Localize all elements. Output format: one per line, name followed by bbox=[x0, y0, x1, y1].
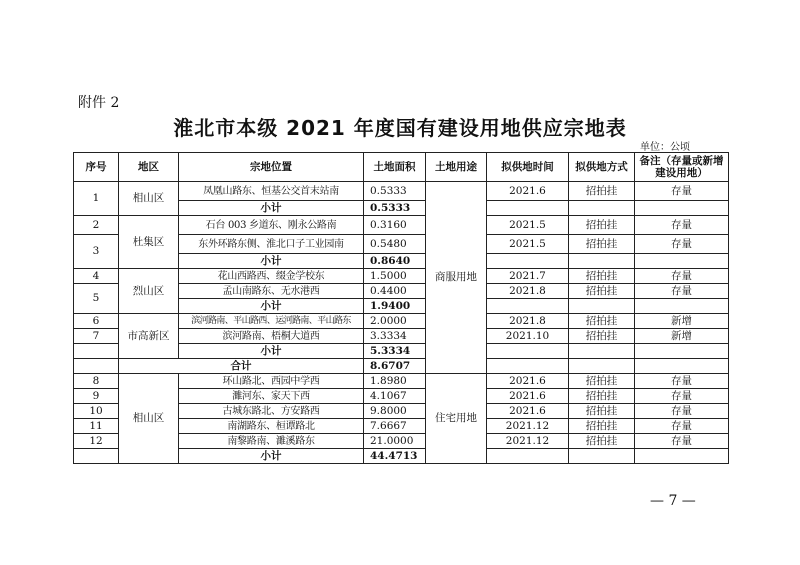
cell-area: 0.3160 bbox=[364, 216, 426, 235]
cell-time: 2021.8 bbox=[487, 284, 569, 299]
cell-area: 7.6667 bbox=[364, 419, 426, 434]
cell-area: 0.5333 bbox=[364, 182, 426, 201]
cell-note: 存量 bbox=[635, 389, 729, 404]
cell-location: 古城东路北、方安路西 bbox=[179, 404, 364, 419]
cell-time: 2021.7 bbox=[487, 269, 569, 284]
total-row bbox=[74, 359, 729, 374]
cell-method: 招拍挂 bbox=[569, 404, 635, 419]
cell-method: 招拍挂 bbox=[569, 235, 635, 254]
cell-location: 滨河路南、平山路西、运河路南、平山路东 bbox=[179, 314, 364, 329]
total-label: 合计 bbox=[119, 359, 364, 374]
cell-area: 0.5480 bbox=[364, 235, 426, 254]
cell-location: 东外环路东侧、淮北口子工业园南 bbox=[179, 235, 364, 254]
total-value: 8.6707 bbox=[364, 359, 426, 374]
cell-seq: 3 bbox=[74, 235, 119, 269]
cell-time: 2021.6 bbox=[487, 182, 569, 201]
cell-time: 2021.6 bbox=[487, 374, 569, 389]
cell-method: 招拍挂 bbox=[569, 216, 635, 235]
header-seq: 序号 bbox=[74, 153, 119, 182]
table-row bbox=[74, 182, 729, 201]
cell-location: 南湖路东、桓谭路北 bbox=[179, 419, 364, 434]
header-location: 宗地位置 bbox=[179, 153, 364, 182]
cell-note: 存量 bbox=[635, 182, 729, 201]
subtotal-label: 小计 bbox=[179, 254, 364, 269]
land-supply-table bbox=[73, 152, 729, 464]
cell-location: 花山西路西、缀金学校东 bbox=[179, 269, 364, 284]
cell-area: 21.0000 bbox=[364, 434, 426, 449]
attachment-label: 附件 2 bbox=[78, 95, 120, 111]
cell-time: 2021.12 bbox=[487, 419, 569, 434]
cell-area: 9.8000 bbox=[364, 404, 426, 419]
cell-location: 孟山南路东、无水港西 bbox=[179, 284, 364, 299]
cell-area: 4.1067 bbox=[364, 389, 426, 404]
cell-method: 招拍挂 bbox=[569, 269, 635, 284]
cell-seq: 2 bbox=[74, 216, 119, 235]
cell-method: 招拍挂 bbox=[569, 434, 635, 449]
subtotal-label: 小计 bbox=[179, 201, 364, 216]
cell-note: 存量 bbox=[635, 419, 729, 434]
cell-location: 滨河路南、梧桐大道西 bbox=[179, 329, 364, 344]
page-number: — 7 — bbox=[650, 493, 696, 509]
cell-region: 杜集区 bbox=[119, 216, 179, 269]
cell-note: 存量 bbox=[635, 374, 729, 389]
subtotal-label: 小计 bbox=[179, 344, 364, 359]
cell-region: 市高新区 bbox=[119, 314, 179, 359]
cell-note: 存量 bbox=[635, 434, 729, 449]
page-title: 淮北市本级 2021 年度国有建设用地供应宗地表 bbox=[173, 116, 627, 140]
cell-method: 招拍挂 bbox=[569, 182, 635, 201]
table-row bbox=[74, 269, 729, 284]
cell-seq: 1 bbox=[74, 182, 119, 216]
subtotal-value: 44.4713 bbox=[364, 449, 426, 464]
cell-area: 3.3334 bbox=[364, 329, 426, 344]
cell-time: 2021.5 bbox=[487, 216, 569, 235]
cell-note: 存量 bbox=[635, 269, 729, 284]
cell-use: 商服用地 bbox=[426, 182, 487, 374]
cell-area: 2.0000 bbox=[364, 314, 426, 329]
cell-region: 相山区 bbox=[119, 374, 179, 464]
cell-region: 烈山区 bbox=[119, 269, 179, 314]
cell-time: 2021.5 bbox=[487, 235, 569, 254]
cell-time: 2021.6 bbox=[487, 389, 569, 404]
header-note: 备注（存量或新增建设用地） bbox=[635, 153, 729, 182]
table-row bbox=[74, 374, 729, 389]
cell-method: 招拍挂 bbox=[569, 284, 635, 299]
subtotal-label: 小计 bbox=[179, 299, 364, 314]
cell-seq: 4 bbox=[74, 269, 119, 284]
table-row bbox=[74, 216, 729, 235]
cell-area: 0.4400 bbox=[364, 284, 426, 299]
header-time: 拟供地时间 bbox=[487, 153, 569, 182]
cell-note: 新增 bbox=[635, 314, 729, 329]
subtotal-label: 小计 bbox=[179, 449, 364, 464]
cell-method: 招拍挂 bbox=[569, 314, 635, 329]
cell-location: 南黎路南、濉溪路东 bbox=[179, 434, 364, 449]
cell-seq: 5 bbox=[74, 284, 119, 314]
cell-seq: 12 bbox=[74, 434, 119, 449]
cell-seq: 6 bbox=[74, 314, 119, 329]
cell-location: 石台 003 乡道东、刚永公路南 bbox=[179, 216, 364, 235]
cell-method: 招拍挂 bbox=[569, 374, 635, 389]
cell-seq: 8 bbox=[74, 374, 119, 389]
cell-note: 存量 bbox=[635, 235, 729, 254]
cell-use: 住宅用地 bbox=[426, 374, 487, 464]
cell-seq: 7 bbox=[74, 329, 119, 344]
cell-note: 存量 bbox=[635, 284, 729, 299]
cell-method: 招拍挂 bbox=[569, 389, 635, 404]
cell-location: 濉河东、家天下西 bbox=[179, 389, 364, 404]
subtotal-value: 0.8640 bbox=[364, 254, 426, 269]
cell-seq: 11 bbox=[74, 419, 119, 434]
subtotal-value: 1.9400 bbox=[364, 299, 426, 314]
cell-location: 环山路北、西园中学西 bbox=[179, 374, 364, 389]
header-region: 地区 bbox=[119, 153, 179, 182]
cell-time: 2021.8 bbox=[487, 314, 569, 329]
cell-seq: 9 bbox=[74, 389, 119, 404]
header-area: 土地面积 bbox=[364, 153, 426, 182]
subtotal-value: 0.5333 bbox=[364, 201, 426, 216]
header-use: 土地用途 bbox=[426, 153, 487, 182]
table-row bbox=[74, 314, 729, 329]
subtotal-value: 5.3334 bbox=[364, 344, 426, 359]
cell-method: 招拍挂 bbox=[569, 419, 635, 434]
cell-note: 存量 bbox=[635, 216, 729, 235]
cell-note: 新增 bbox=[635, 329, 729, 344]
cell-time: 2021.6 bbox=[487, 404, 569, 419]
cell-note: 存量 bbox=[635, 404, 729, 419]
header-row bbox=[74, 153, 729, 182]
cell-method: 招拍挂 bbox=[569, 329, 635, 344]
unit-label: 单位：公顷 bbox=[640, 142, 690, 153]
header-method: 拟供地方式 bbox=[569, 153, 635, 182]
cell-seq: 10 bbox=[74, 404, 119, 419]
cell-time: 2021.12 bbox=[487, 434, 569, 449]
cell-area: 1.5000 bbox=[364, 269, 426, 284]
cell-region: 相山区 bbox=[119, 182, 179, 216]
cell-location: 凤凰山路东、恒基公交首末站南 bbox=[179, 182, 364, 201]
cell-time: 2021.10 bbox=[487, 329, 569, 344]
cell-area: 1.8980 bbox=[364, 374, 426, 389]
